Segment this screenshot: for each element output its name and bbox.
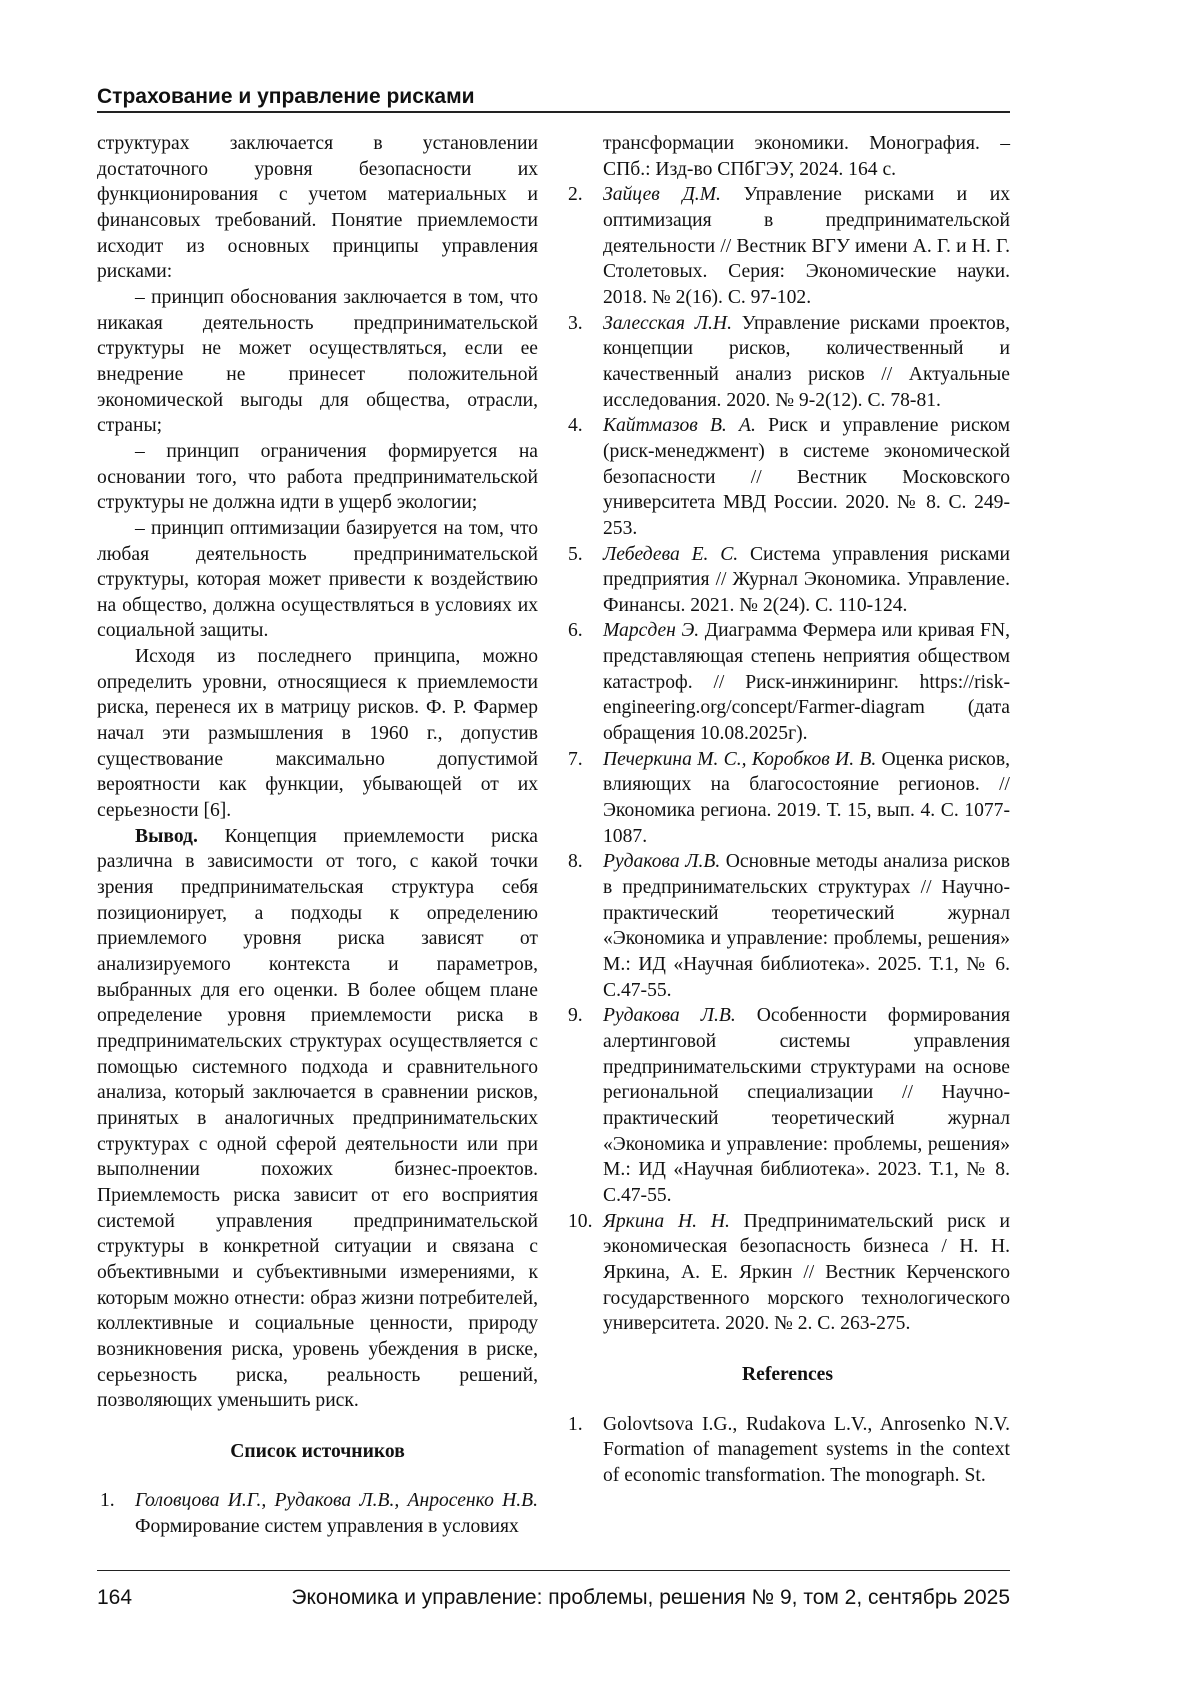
left-column [97,131,538,1540]
source-continuation: трансформации экономики. Монография. – СПб.: Изд-во СПбГЭУ, 2024. 164 с. [565,131,1010,182]
source-number: 9. [565,1003,603,1208]
source-text: Оценка рисков, влияющих на благосостояние регионов. // Экономика региона. 2019. Т. 15, вып. 4. С. 1077-1087. [603,749,1010,847]
source-text: Формирование систем управления в условиях [135,1516,519,1537]
source-number: 10. [565,1209,603,1337]
source-text: Предпринимательский риск и экономическая безопасность бизнеса / Н. Н. Яркина, А. Е. Яркин // Вестник Керченского государственного морского технологического университета. 2020. № 2. С. 263-275. [603,1211,1010,1335]
source-text: Система управления рисками предприятия // Журнал Экономика. Управление. Финансы. 2021. № 2(24). С. 110-124. [603,544,1010,616]
page [0,0,1010,1651]
source-number: 5. [565,542,603,619]
source-item [565,311,1010,414]
conclusion-label: Вывод. [135,826,198,847]
sources-heading: Список источников [97,1439,538,1465]
source-item [565,182,1010,310]
body-paragraph: – принцип оптимизации базируется на том, что любая деятельность предпринимательской структуры, которая может привести к воздействию на общество, должна осуществляться в условиях их социальной защиты. [97,516,538,644]
source-number: 6. [565,618,603,746]
reference-number: 1. [565,1412,603,1489]
source-author: Яркина Н. Н. [603,1211,730,1232]
reference-text: Golovtsova I.G., Rudakova L.V., Anrosenko N.V. Formation of management systems in the context of economic transformation. The monograph. St. [603,1412,1010,1489]
source-item [565,849,1010,1003]
source-number: 8. [565,849,603,1003]
footer-divider [97,1570,1010,1572]
source-author: Головцова И.Г., Рудакова Л.В., Анросенко Н.В. [135,1490,538,1511]
running-header: Страхование и управление рисками [97,84,1010,109]
conclusion-text: Концепция приемлемости риска различна в зависимости от того, с какой точки зрения предпринимательская структура себя позиционирует, а подходы к определению приемлемого уровня риска зависят от анализируемого контекста и параметров, выбранных для его оценки. В более общем плане определение уровня приемлемости риска в предпринимательских структурах осуществляется с помощью системного подхода и сравнительного анализа, который заключается в сравнении рисков, принятых в аналогичных предпринимательских структурах с одной сферой деятельности или при выполнении похожих бизнес-проектов. Приемлемость риска зависит от его восприятия системой управления предпринимательской структуры в конкретной ситуации и связана с объективными и субъективными измерениями, к которым можно отнести: образ жизни потребителей, коллективные и социальные ценности, природу возникновения риска, уровень убеждения в риске, серьезность риска, реальность решений, позволяющих уменьшить риск. [97,826,538,1411]
source-number: 2. [565,182,603,310]
source-author: Лебедева Е. С. [603,544,738,565]
source-text: Диаграмма Фермера или кривая FN, представляющая степень неприятия обществом катастроф. // Риск-инжиниринг. https://risk-engineering.org/concept/Farmer-diagram (дата обращения 10.08.2025г). [603,620,1010,744]
source-number: 1. [97,1488,135,1539]
source-list [565,182,1010,1337]
body-paragraph: Исходя из последнего принципа, можно определить уровни, относящиеся к приемлемости риска, перенеся их в матрицу рисков. Ф. Р. Фармер начал эти размышления в 1960 г., допустив существование максимально допустимой вероятности как функции, убывающей от их серьезности [6]. [97,644,538,824]
source-author: Кайтмазов В. А. [603,415,756,436]
source-text: Риск и управление риском (риск-менеджмент) в системе экономической безопасности // Вестник Московского университета МВД России. 2020. № 8. С. 249-253. [603,415,1010,539]
source-author: Печеркина М. С., Коробков И. В. [603,749,876,770]
source-author: Зайцев Д.М. [603,184,721,205]
source-item [565,413,1010,541]
source-author: Рудакова Л.В. [603,1005,736,1026]
source-text: Управление рисками проектов, концепции рисков, количественный и качественный анализ рисков // Актуальные исследования. 2020. № 9-2(12). С. 78-81. [603,313,1010,411]
journal-title: Экономика и управление: проблемы, решения № 9, том 2, сентябрь 2025 [291,1585,1010,1611]
conclusion-paragraph [97,824,538,1414]
source-number: 7. [565,747,603,850]
right-column [565,131,1010,1488]
source-author: Залесская Л.Н. [603,313,732,334]
page-number: 164 [97,1585,132,1611]
references-heading: References [565,1362,1010,1388]
source-item [565,1209,1010,1337]
source-author: Рудакова Л.В. [603,851,720,872]
reference-item [565,1412,1010,1489]
header-divider [97,111,1010,113]
body-paragraph: – принцип обоснования заключается в том, что никакая деятельность предпринимательской структуры не может осуществляться, если ее внедрение не принесет положительной экономической выгоды для общества, отрасли, страны; [97,285,538,439]
columns [97,131,1010,1540]
body-paragraph: – принцип ограничения формируется на основании того, что работа предпринимательской структуры не должна идти в ущерб экологии; [97,439,538,516]
source-item [565,618,1010,746]
source-text: Управление рисками и их оптимизация в предпринимательской деятельности // Вестник ВГУ имени А. Г. и Н. Г. Столетовых. Серия: Экономические науки. 2018. № 2(16). С. 97-102. [603,184,1010,308]
source-number: 4. [565,413,603,541]
source-text: Особенности формирования алертинговой системы управления предпринимательскими структурами на основе региональной специализации // Научно-практический теоретический журнал «Экономика и управление: проблемы, решения» М.: ИД «Научная библиотека». 2023. Т.1, № 8. С.47-55. [603,1005,1010,1206]
footer [97,1585,1010,1611]
source-item [565,747,1010,850]
body-paragraph: структурах заключается в установлении достаточного уровня безопасности их функционирования с учетом материальных и финансовых требований. Понятие приемлемости исходит из основных принципы управления рисками: [97,131,538,285]
source-item [97,1488,538,1539]
source-number: 3. [565,311,603,414]
source-item [565,542,1010,619]
source-author: Марсден Э. [603,620,699,641]
source-text: Основные методы анализа рисков в предпринимательских структурах // Научно-практический теоретический журнал «Экономика и управление: проблемы, решения» М.: ИД «Научная библиотека». 2025. Т.1, № 6. С.47-55. [603,851,1010,1000]
source-item [565,1003,1010,1208]
